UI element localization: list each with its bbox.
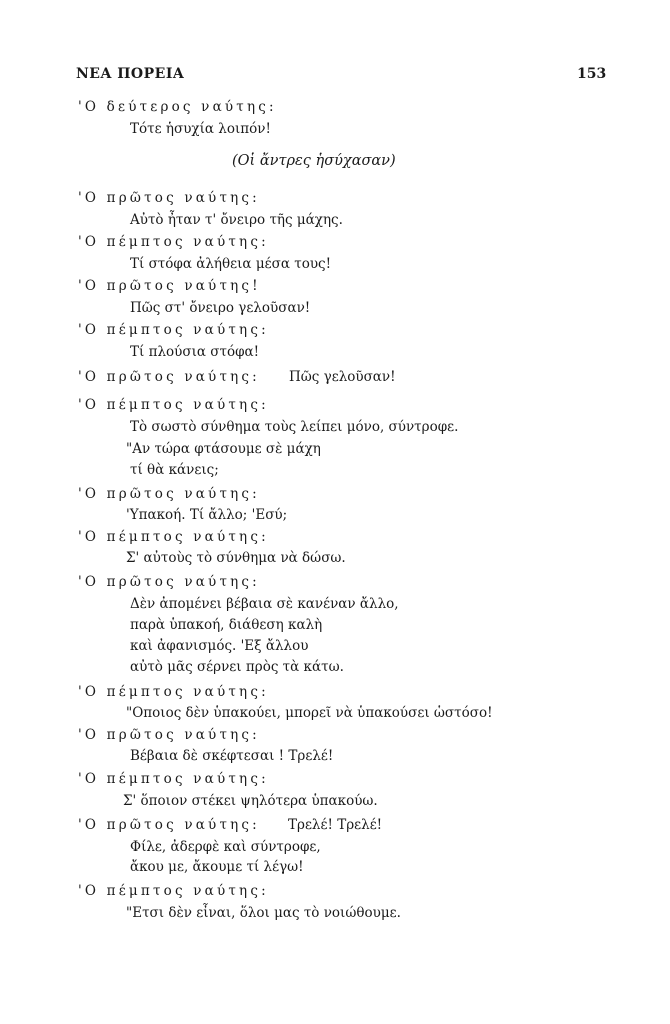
speech-line: Τρελέ! Τρελέ! — [288, 817, 383, 833]
speech-line: ἄκου με, ἄκουμε τί λέγω! — [130, 859, 304, 875]
speaker-line: 'Ο πέμπτος ναύτης: — [78, 684, 269, 700]
speaker-line: 'Ο πρῶτος ναύτης: — [78, 727, 260, 743]
speech-line: Τότε ἡσυχία λοιπόν! — [130, 121, 271, 137]
speech-line: Δὲν ἀπομένει βέβαια σὲ κανέναν ἄλλο, — [130, 596, 399, 612]
speech-line: τί θὰ κάνεις; — [130, 462, 219, 478]
speaker-line: 'Ο πρῶτος ναύτης: — [78, 190, 260, 206]
speech-line: 'Υπακοή. Τί ἄλλο; 'Εσύ; — [126, 507, 288, 523]
speech-line: Τί πλούσια στόφα! — [130, 344, 260, 360]
journal-title: ΝΕΑ ΠΟΡΕΙΑ — [76, 66, 185, 82]
speech-line: Τί στόφα ἀλήθεια μέσα τους! — [130, 256, 332, 272]
speech-line: Αὐτὸ ἦταν τ' ὄνειρο τῆς μάχης. — [130, 212, 343, 228]
speaker-line: 'Ο πέμπτος ναύτης: — [78, 322, 269, 338]
speaker-line: 'Ο πρῶτος ναύτης: — [78, 486, 260, 502]
stage-direction: (Οἱ ἄντρες ἡσύχασαν) — [232, 153, 396, 169]
speech-line: "Ετσι δὲν εἶναι, ὅλοι μας τὸ νοιώθουμε. — [126, 905, 401, 921]
speaker-line: 'Ο δεύτερος ναύτης: — [78, 99, 277, 115]
speech-line: Σ' ὅποιον στέκει ψηλότερα ὑπακούω. — [123, 793, 378, 809]
speech-line: παρὰ ὑπακοή, διάθεση καλὴ — [130, 617, 323, 633]
speech-line: Τὸ σωστὸ σύνθημα τοὺς λείπει μόνο, σύντροφε. — [130, 419, 459, 435]
speaker-line: 'Ο πρῶτος ναύτης: — [78, 574, 260, 590]
speech-line: "Αν τώρα φτάσουμε σὲ μάχη — [126, 441, 321, 457]
speaker-line: 'Ο πέμπτος ναύτης: — [78, 397, 269, 413]
speaker-line: 'Ο πρῶτος ναύτης: — [78, 369, 260, 385]
speaker-line: 'Ο πέμπτος ναύτης: — [78, 771, 269, 787]
speech-line: Πῶς γελοῦσαν! — [289, 369, 396, 385]
speaker-line: 'Ο πρῶτος ναύτης: — [78, 817, 260, 833]
speech-line: Φίλε, ἀδερφὲ καὶ σύντροφε, — [130, 839, 321, 855]
speech-line: "Οποιος δὲν ὑπακούει, μπορεῖ νὰ ὑπακούσει ὡστόσο! — [126, 705, 493, 721]
speaker-line: 'Ο πέμπτος ναύτης: — [78, 883, 269, 899]
page-number: 153 — [577, 66, 607, 82]
speaker-line: 'Ο πέμπτος ναύτης: — [78, 529, 269, 545]
speaker-line: 'Ο πρῶτος ναύτης! — [78, 278, 261, 294]
speaker-line: 'Ο πέμπτος ναύτης: — [78, 234, 269, 250]
speech-line: αὐτὸ μᾶς σέρνει πρὸς τὰ κάτω. — [130, 659, 344, 675]
speech-line: Σ' αὐτοὺς τὸ σύνθημα νὰ δώσω. — [126, 550, 346, 566]
speech-line: Πῶς στ' ὄνειρο γελοῦσαν! — [130, 300, 311, 316]
speech-line: καὶ ἀφανισμός. 'Εξ ἄλλου — [130, 638, 309, 654]
speech-line: Βέβαια δὲ σκέφτεσαι ! Τρελέ! — [130, 748, 334, 764]
